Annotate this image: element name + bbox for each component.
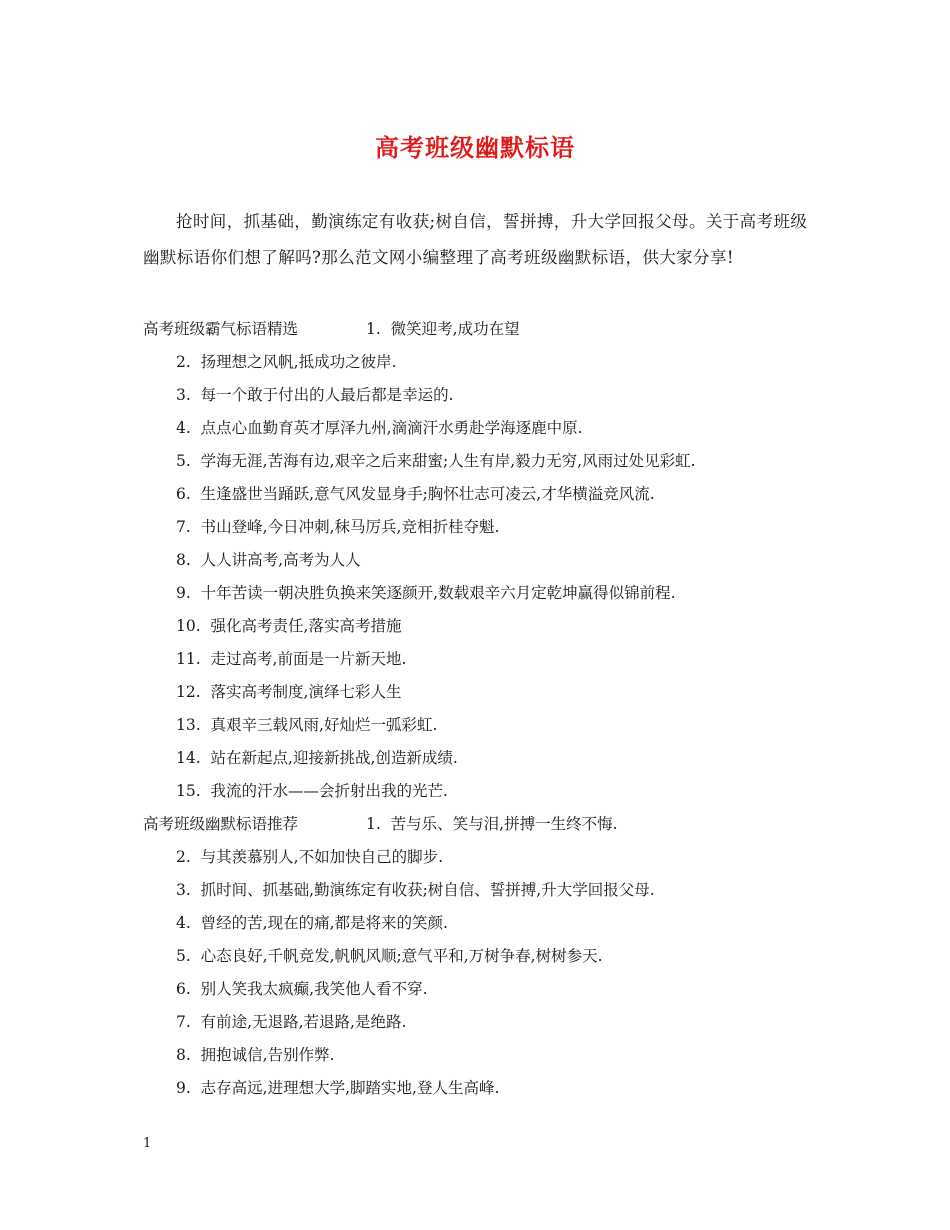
slogan-line xyxy=(0,412,950,445)
slogan-number: 1. xyxy=(366,815,381,833)
slogan-text: 我流的汗水——会折射出我的光芒. xyxy=(210,782,448,800)
slogan-line xyxy=(0,973,950,1006)
slogan-number: 14. xyxy=(176,749,201,767)
slogan-line xyxy=(0,577,950,610)
slogan-line xyxy=(0,874,950,907)
slogan-number: 11. xyxy=(176,650,201,668)
slogan-line xyxy=(0,610,950,643)
slogan-number: 7. xyxy=(176,518,191,536)
slogan-text: 人人讲高考,高考为人人 xyxy=(200,551,361,569)
slogan-number: 5. xyxy=(176,947,191,965)
slogan-text: 拥抱诚信,告别作弊. xyxy=(200,1046,335,1064)
slogan-number: 13. xyxy=(176,716,201,734)
slogan-line xyxy=(0,775,950,808)
slogan-line xyxy=(0,742,950,775)
slogan-number: 8. xyxy=(176,551,191,569)
slogan-number: 6. xyxy=(176,485,191,503)
slogan-line xyxy=(0,313,950,346)
slogan-number: 4. xyxy=(176,914,191,932)
slogan-text: 真艰辛三载风雨,好灿烂一弧彩虹. xyxy=(210,716,438,734)
slogan-text: 心态良好,千帆竞发,帆帆风顺;意气平和,万树争春,树树参天. xyxy=(200,947,603,965)
slogan-text: 学海无涯,苦海有边,艰辛之后来甜蜜;人生有岸,毅力无穷,风雨过处见彩虹. xyxy=(200,452,696,470)
slogan-line xyxy=(0,907,950,940)
slogan-text: 曾经的苦,现在的痛,都是将来的笑颜. xyxy=(200,914,448,932)
slogan-line xyxy=(0,1039,950,1072)
slogan-text: 强化高考责任,落实高考措施 xyxy=(210,617,402,635)
slogan-text: 苦与乐、笑与泪,拼搏一生终不悔. xyxy=(390,815,618,833)
slogan-number: 6. xyxy=(176,980,191,998)
slogan-line xyxy=(0,511,950,544)
slogan-line xyxy=(0,709,950,742)
slogan-number: 9. xyxy=(176,1079,191,1097)
slogan-text: 落实高考制度,演绎七彩人生 xyxy=(210,683,402,701)
slogan-text: 走过高考,前面是一片新天地. xyxy=(210,650,407,668)
slogan-line xyxy=(0,940,950,973)
slogan-number: 15. xyxy=(176,782,201,800)
slogan-number: 1. xyxy=(366,320,381,338)
slogan-text: 别人笑我太疯癫,我笑他人看不穿. xyxy=(200,980,428,998)
slogan-text: 抓时间、抓基础,勤演练定有收获;树自信、誓拼搏,升大学回报父母. xyxy=(200,881,655,899)
slogan-number: 9. xyxy=(176,584,191,602)
slogan-number: 10. xyxy=(176,617,201,635)
slogan-text: 书山登峰,今日冲刺,秣马厉兵,竞相折桂夺魁. xyxy=(200,518,500,536)
intro-paragraph: 抢时间，抓基础，勤演练定有收获;树自信，誓拼搏，升大学回报父母。关于高考班级幽默标语你们想了解吗?那么范文网小编整理了高考班级幽默标语，供大家分享! xyxy=(143,212,808,267)
slogan-line xyxy=(0,841,950,874)
slogan-line xyxy=(0,445,950,478)
slogan-text: 微笑迎考,成功在望 xyxy=(390,320,520,338)
slogan-text: 与其羡慕别人,不如加快自己的脚步. xyxy=(200,848,444,866)
slogan-line xyxy=(0,808,950,841)
slogan-number: 3. xyxy=(176,386,191,404)
page-number: 1 xyxy=(143,1136,152,1151)
slogan-line xyxy=(0,346,950,379)
slogan-text: 有前途,无退路,若退路,是绝路. xyxy=(200,1013,407,1031)
slogan-text: 每一个敢于付出的人最后都是幸运的. xyxy=(200,386,454,404)
slogan-line xyxy=(0,1006,950,1039)
slogan-number: 7. xyxy=(176,1013,191,1031)
slogan-number: 3. xyxy=(176,881,191,899)
slogan-number: 12. xyxy=(176,683,201,701)
slogan-text: 扬理想之风帆,抵成功之彼岸. xyxy=(200,353,397,371)
slogan-line xyxy=(0,478,950,511)
slogan-number: 5. xyxy=(176,452,191,470)
slogan-line xyxy=(0,379,950,412)
slogan-text: 生逢盛世当踊跃,意气风发显身手;胸怀壮志可凌云,才华横溢竞风流. xyxy=(200,485,655,503)
slogan-line xyxy=(0,1072,950,1105)
slogan-text: 志存高远,进理想大学,脚踏实地,登人生高峰. xyxy=(200,1079,500,1097)
section-heading: 高考班级幽默标语推荐 xyxy=(143,815,299,833)
slogan-number: 4. xyxy=(176,419,191,437)
slogan-line xyxy=(0,544,950,577)
slogan-text: 十年苦读一朝决胜负换来笑逐颜开,数载艰辛六月定乾坤赢得似锦前程. xyxy=(200,584,676,602)
section-heading: 高考班级霸气标语精选 xyxy=(143,320,299,338)
slogan-line xyxy=(0,643,950,676)
slogan-list xyxy=(0,313,950,1105)
document-title: 高考班级幽默标语 xyxy=(375,133,575,162)
slogan-text: 站在新起点,迎接新挑战,创造新成绩. xyxy=(210,749,458,767)
slogan-number: 8. xyxy=(176,1046,191,1064)
slogan-text: 点点心血勤育英才厚泽九州,滴滴汗水勇赴学海逐鹿中原. xyxy=(200,419,583,437)
slogan-number: 2. xyxy=(176,353,191,371)
slogan-line xyxy=(0,676,950,709)
slogan-number: 2. xyxy=(176,848,191,866)
